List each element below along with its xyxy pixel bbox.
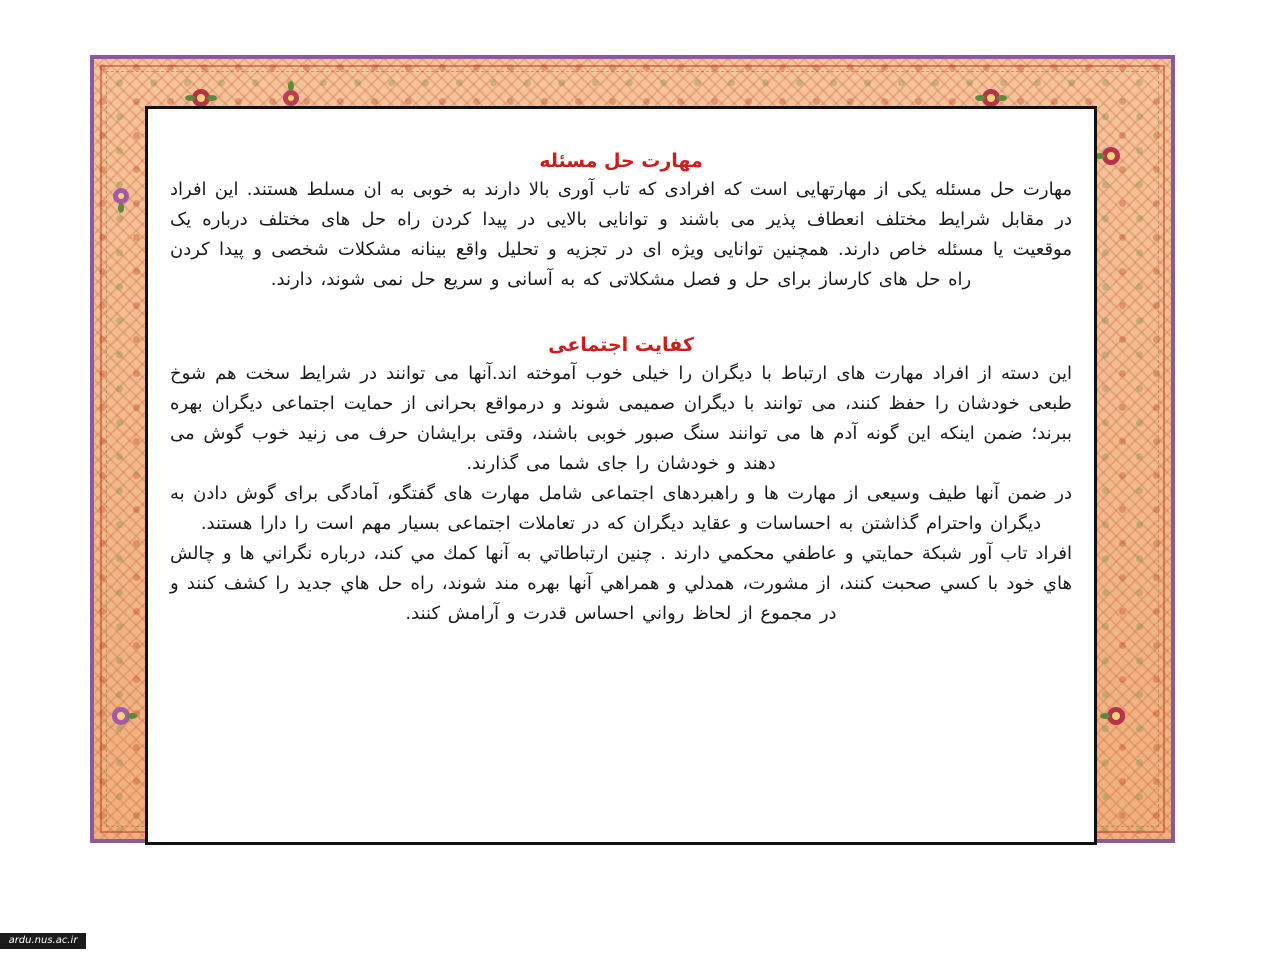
section-spacer — [170, 295, 1072, 331]
floral-ornament-icon — [1099, 699, 1133, 733]
content-panel — [145, 106, 1097, 845]
floral-ornament-icon — [104, 179, 138, 213]
floral-ornament-icon — [1094, 139, 1128, 173]
paragraph-social-competence-2: در ضمن آنها طیف وسیعی از مهارت ها و راهبردهای اجتماعی شامل مهارت های گفتگو، آمادگی برای گوش دادن به دیگران واحترام گذاشتن به احساسات و عقاید دیگران که در تعاملات اجتماعی بسیار مهم است را دارا هستند. — [170, 483, 1072, 534]
paragraph-problem-solving: مهارت حل مسئله یکی از مهارتهایی است که افرادی که تاب آوری بالا دارند به خوبی به ان مسلط هستند. این افراد در مقابل شرایط مختلف انعطاف پذیر می باشند و توانایی بالایی در پیدا کردن راه حل های مختلف درباره یک موقعیت یا مسئله خاص دارند. همچنین توانایی ویژه ای در تجزیه و تحلیل واقع بینانه مشکلات شخصی و پیدا کردن راه حل های کارساز برای حل و فصل مشکلاتی که به آسانی و سریع حل نمی شوند، دارند. — [170, 179, 1072, 290]
paragraph-social-competence-3: افراد تاب آور شبكة حمايتي و عاطفي محكمي دارند . چنين ارتباطاتي به آنها كمك مي كند، درباره نگراني ها و چالش هاي خود با كسي صحبت كنند، از مشورت، همدلي و همراهي آنها بهره مند شوند، راه حل هاي جديد را كشف كنند و در مجموع از لحاظ رواني احساس قدرت و آرامش كنند. — [170, 543, 1072, 624]
floral-ornament-icon — [104, 699, 138, 733]
site-watermark: ardu.nus.ac.ir — [0, 933, 86, 949]
paragraph-social-competence-1: این دسته از افراد مهارت های ارتباط با دیگران را خیلی خوب آموخته اند.آنها می توانند در شرایط سخت هم شوخ طبعی خودشان را حفظ کنند، می توانند با دیگران صمیمی شوند و درمواقع بحرانی از حمایت اجتماعی دیگران بهره ببرند؛ ضمن اینکه این گونه آدم ها می توانند سنگ صبور خوبی باشند، وقتی برایشان حرف می زنید خوب گوش می دهند و خودشان را جای شما می گذارند. — [170, 363, 1072, 474]
section-heading-social-competence: کفایت اجتماعی — [548, 334, 694, 356]
section-heading-problem-solving: مهارت حل مسئله — [539, 150, 703, 172]
